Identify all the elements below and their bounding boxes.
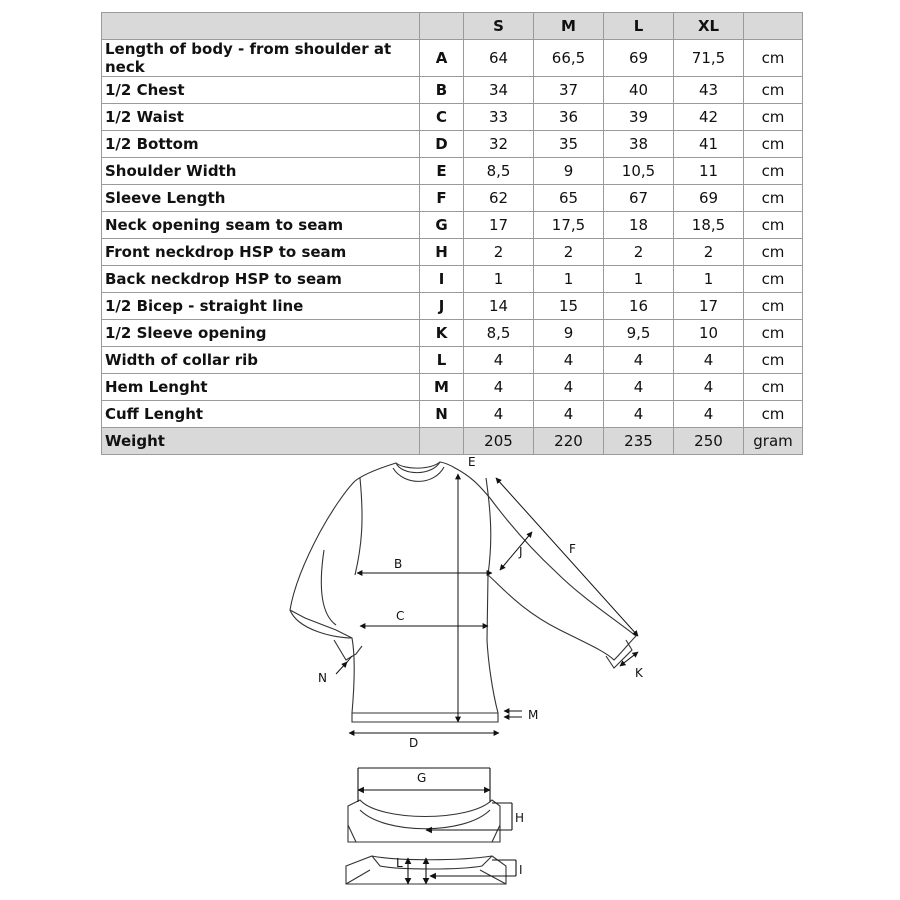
row-value: 41 (674, 131, 744, 158)
row-unit: cm (744, 239, 803, 266)
row-value: 4 (464, 347, 534, 374)
label-h: H (515, 811, 525, 825)
row-value: 35 (534, 131, 604, 158)
row-value: 18 (604, 212, 674, 239)
row-label: Cuff Lenght (102, 401, 420, 428)
row-code: A (420, 40, 464, 77)
row-label: 1/2 Bottom (102, 131, 420, 158)
row-label: 1/2 Sleeve opening (102, 320, 420, 347)
row-label: Sleeve Length (102, 185, 420, 212)
label-c: C (396, 609, 405, 623)
row-value: 17 (674, 293, 744, 320)
table-row (102, 158, 803, 185)
row-unit: cm (744, 347, 803, 374)
weight-value: 220 (534, 428, 604, 455)
row-label: 1/2 Chest (102, 77, 420, 104)
table-row (102, 347, 803, 374)
row-unit: cm (744, 401, 803, 428)
row-value: 4 (534, 347, 604, 374)
row-unit: cm (744, 104, 803, 131)
header-blank-label (102, 13, 420, 40)
label-b: B (394, 557, 403, 571)
label-f: F (569, 542, 576, 556)
row-label: Neck opening seam to seam (102, 212, 420, 239)
row-label: Shoulder Width (102, 158, 420, 185)
row-value: 1 (674, 266, 744, 293)
table-row (102, 185, 803, 212)
table-row (102, 293, 803, 320)
row-code: F (420, 185, 464, 212)
row-value: 42 (674, 104, 744, 131)
row-unit: cm (744, 212, 803, 239)
label-i: I (519, 863, 523, 877)
row-value: 1 (534, 266, 604, 293)
row-unit: cm (744, 158, 803, 185)
row-value: 9 (534, 320, 604, 347)
row-value: 4 (604, 401, 674, 428)
garment-measurement-diagram (0, 446, 900, 900)
row-label: Width of collar rib (102, 347, 420, 374)
row-value: 2 (604, 239, 674, 266)
label-j: J (519, 545, 523, 559)
row-value: 37 (534, 77, 604, 104)
row-code: N (420, 401, 464, 428)
row-value: 1 (464, 266, 534, 293)
table-header-row (102, 13, 803, 40)
table-row (102, 104, 803, 131)
row-value: 32 (464, 131, 534, 158)
row-value: 69 (604, 40, 674, 77)
table-row (102, 239, 803, 266)
row-code: B (420, 77, 464, 104)
row-value: 4 (674, 374, 744, 401)
row-value: 4 (674, 347, 744, 374)
label-d: D (409, 736, 419, 750)
label-e: E (468, 455, 476, 469)
row-value: 2 (534, 239, 604, 266)
row-value: 8,5 (464, 320, 534, 347)
row-value: 39 (604, 104, 674, 131)
row-value: 16 (604, 293, 674, 320)
weight-value: 250 (674, 428, 744, 455)
row-value: 4 (464, 374, 534, 401)
row-code: E (420, 158, 464, 185)
label-m: M (528, 708, 539, 722)
row-unit: cm (744, 266, 803, 293)
size-chart-body (102, 13, 803, 455)
row-code: L (420, 347, 464, 374)
row-code: J (420, 293, 464, 320)
row-value: 33 (464, 104, 534, 131)
row-unit: cm (744, 293, 803, 320)
row-value: 9 (534, 158, 604, 185)
row-value: 11 (674, 158, 744, 185)
header-size-xl: XL (674, 13, 744, 40)
row-code: C (420, 104, 464, 131)
row-code: I (420, 266, 464, 293)
size-chart-table (101, 12, 803, 455)
row-value: 4 (534, 401, 604, 428)
row-value: 43 (674, 77, 744, 104)
row-unit: cm (744, 374, 803, 401)
row-value: 66,5 (534, 40, 604, 77)
row-value: 4 (604, 374, 674, 401)
table-row (102, 77, 803, 104)
table-row (102, 374, 803, 401)
measurement-labels (318, 455, 644, 877)
row-label: Back neckdrop HSP to seam (102, 266, 420, 293)
label-g: G (417, 771, 427, 785)
table-row (102, 266, 803, 293)
header-size-s: S (464, 13, 534, 40)
row-value: 64 (464, 40, 534, 77)
weight-value: 235 (604, 428, 674, 455)
row-unit: cm (744, 40, 803, 77)
header-blank-unit (744, 13, 803, 40)
row-value: 40 (604, 77, 674, 104)
label-l: L (396, 856, 403, 870)
row-value: 15 (534, 293, 604, 320)
row-label: 1/2 Waist (102, 104, 420, 131)
row-code: D (420, 131, 464, 158)
table-row (102, 401, 803, 428)
collar-back-detail (346, 856, 516, 884)
label-n: N (318, 671, 327, 685)
shirt-outline (290, 462, 636, 722)
row-value: 2 (464, 239, 534, 266)
row-value: 67 (604, 185, 674, 212)
row-value: 14 (464, 293, 534, 320)
row-label: 1/2 Bicep - straight line (102, 293, 420, 320)
label-k: K (635, 666, 643, 680)
header-size-m: M (534, 13, 604, 40)
row-value: 4 (674, 401, 744, 428)
weight-value: 205 (464, 428, 534, 455)
collar-front-detail (348, 768, 512, 842)
row-unit: cm (744, 320, 803, 347)
row-label: Length of body - from shoulder at neck (102, 40, 420, 77)
row-value: 65 (534, 185, 604, 212)
row-value: 71,5 (674, 40, 744, 77)
row-code: K (420, 320, 464, 347)
row-code: G (420, 212, 464, 239)
row-code: M (420, 374, 464, 401)
row-code: H (420, 239, 464, 266)
row-value: 10 (674, 320, 744, 347)
header-size-l: L (604, 13, 674, 40)
row-value: 17 (464, 212, 534, 239)
table-row (102, 40, 803, 77)
row-unit: cm (744, 185, 803, 212)
row-value: 62 (464, 185, 534, 212)
table-row (102, 131, 803, 158)
row-value: 8,5 (464, 158, 534, 185)
weight-unit: gram (744, 428, 803, 455)
row-value: 4 (604, 347, 674, 374)
row-value: 38 (604, 131, 674, 158)
row-unit: cm (744, 77, 803, 104)
row-value: 18,5 (674, 212, 744, 239)
row-unit: cm (744, 131, 803, 158)
row-value: 4 (534, 374, 604, 401)
row-value: 36 (534, 104, 604, 131)
row-label: Hem Lenght (102, 374, 420, 401)
row-value: 9,5 (604, 320, 674, 347)
row-value: 2 (674, 239, 744, 266)
row-label: Front neckdrop HSP to seam (102, 239, 420, 266)
header-blank-code (420, 13, 464, 40)
row-value: 1 (604, 266, 674, 293)
row-value: 17,5 (534, 212, 604, 239)
row-value: 34 (464, 77, 534, 104)
table-row (102, 212, 803, 239)
weight-label: Weight (102, 428, 420, 455)
row-value: 4 (464, 401, 534, 428)
row-value: 69 (674, 185, 744, 212)
table-row (102, 320, 803, 347)
row-value: 10,5 (604, 158, 674, 185)
